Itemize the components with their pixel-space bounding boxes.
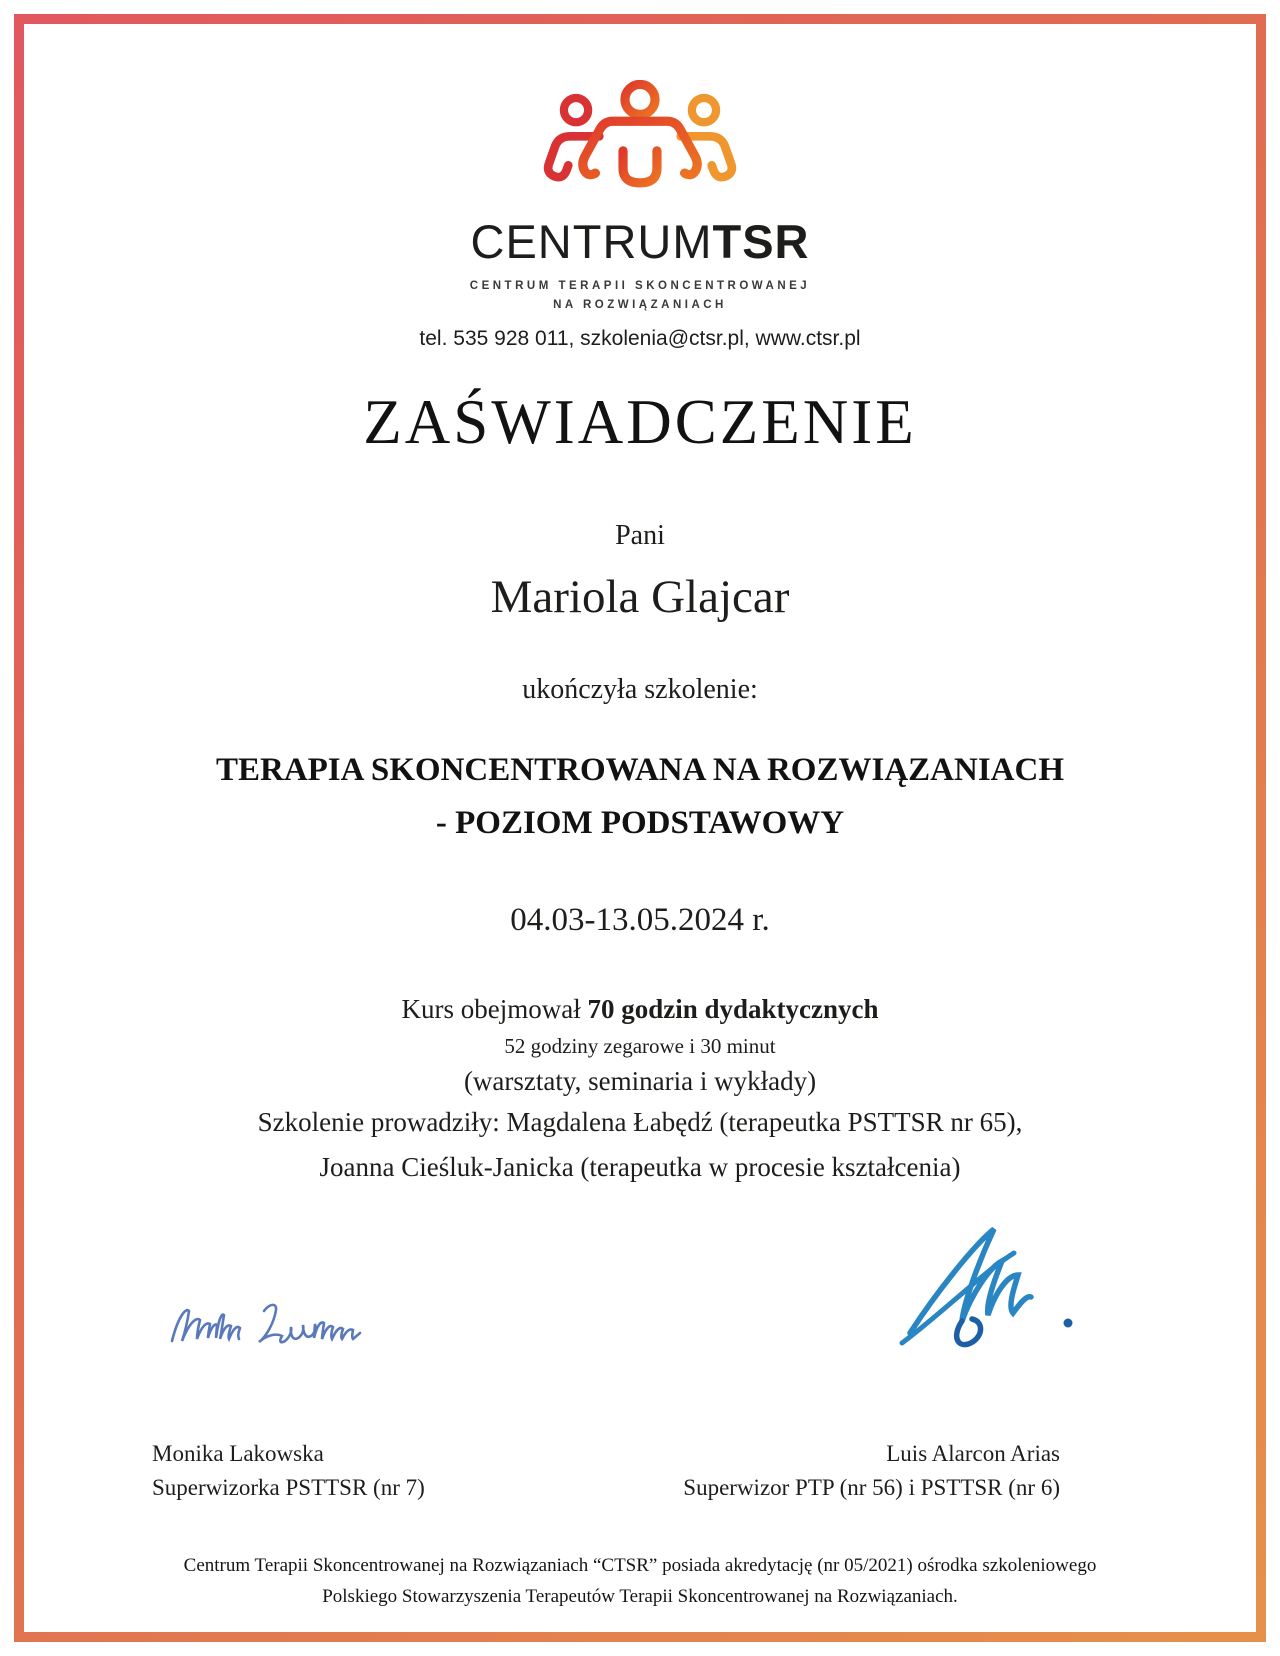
- brand-subtitle: [24, 277, 1256, 315]
- clock-hours-line: 52 godziny zegarowe i 30 minut: [504, 1033, 776, 1058]
- signatories-row: [24, 1437, 1256, 1506]
- brand-bold: TSR: [712, 215, 810, 268]
- course-details: [24, 994, 1256, 1187]
- course-date-range: 04.03-13.05.2024 r.: [510, 901, 770, 938]
- recipient-name: Mariola Glajcar: [490, 570, 790, 623]
- right-signatory-name: Luis Alarcon Arias: [886, 1440, 1060, 1466]
- salutation: Pani: [615, 519, 665, 551]
- right-signature-image: [896, 1215, 1096, 1365]
- right-signatory: [683, 1437, 1060, 1506]
- certificate-title: ZAŚWIADCZENIE: [363, 386, 917, 457]
- course-format-line: (warsztaty, seminaria i wykłady): [463, 1065, 817, 1096]
- left-signatory-title: Superwizorka PSTTSR (nr 7): [152, 1475, 425, 1501]
- contact-line: tel. 535 928 011, szkolenia@ctsr.pl, www.ctsr.pl: [419, 326, 861, 350]
- completion-text: ukończyła szkolenie:: [522, 673, 758, 705]
- course-hours-prefix: Kurs obejmował: [401, 993, 588, 1024]
- left-signatory-name: Monika Lakowska: [152, 1440, 324, 1466]
- course-hours-line: [24, 994, 1256, 1025]
- certificate-content: [24, 24, 1256, 1632]
- three-people-logo-icon: [514, 80, 766, 212]
- left-signature-image: [164, 1275, 414, 1365]
- accreditation-line1: Centrum Terapii Skoncentrowanej na Rozwiązaniach “CTSR” posiada akredytację (nr 05/2021) ośrodka szkoleniowego: [183, 1554, 1097, 1576]
- accreditation-footer: [24, 1550, 1256, 1613]
- signatures-row: [24, 1213, 1256, 1365]
- brand-regular: CENTRUM: [470, 215, 713, 268]
- right-signatory-title: Superwizor PTP (nr 56) i PSTTSR (nr 6): [683, 1475, 1060, 1501]
- trainers-line2: Joanna Cieśluk-Janicka (terapeutka w procesie kształcenia): [319, 1151, 961, 1182]
- left-signatory: [152, 1437, 425, 1506]
- accreditation-line2: Polskiego Stowarzyszenia Terapeutów Terapii Skoncentrowanej na Rozwiązaniach.: [322, 1586, 958, 1608]
- brand-subtitle-line1: CENTRUM TERAPII SKONCENTROWANEJ: [469, 280, 811, 292]
- course-title-line1: TERAPIA SKONCENTROWANA NA ROZWIĄZANIACH: [215, 751, 1065, 788]
- course-title-line2: - POZIOM PODSTAWOWY: [435, 804, 845, 841]
- trainers-line1: Szkolenie prowadziły: Magdalena Łabędź (terapeutka PSTTSR nr 65),: [257, 1106, 1023, 1137]
- course-hours-bold: 70 godzin dydaktycznych: [587, 993, 879, 1024]
- brand-subtitle-line2: NA ROZWIĄZANIACH: [553, 298, 727, 311]
- brand-wordmark: [24, 215, 1256, 268]
- course-title: [24, 744, 1256, 850]
